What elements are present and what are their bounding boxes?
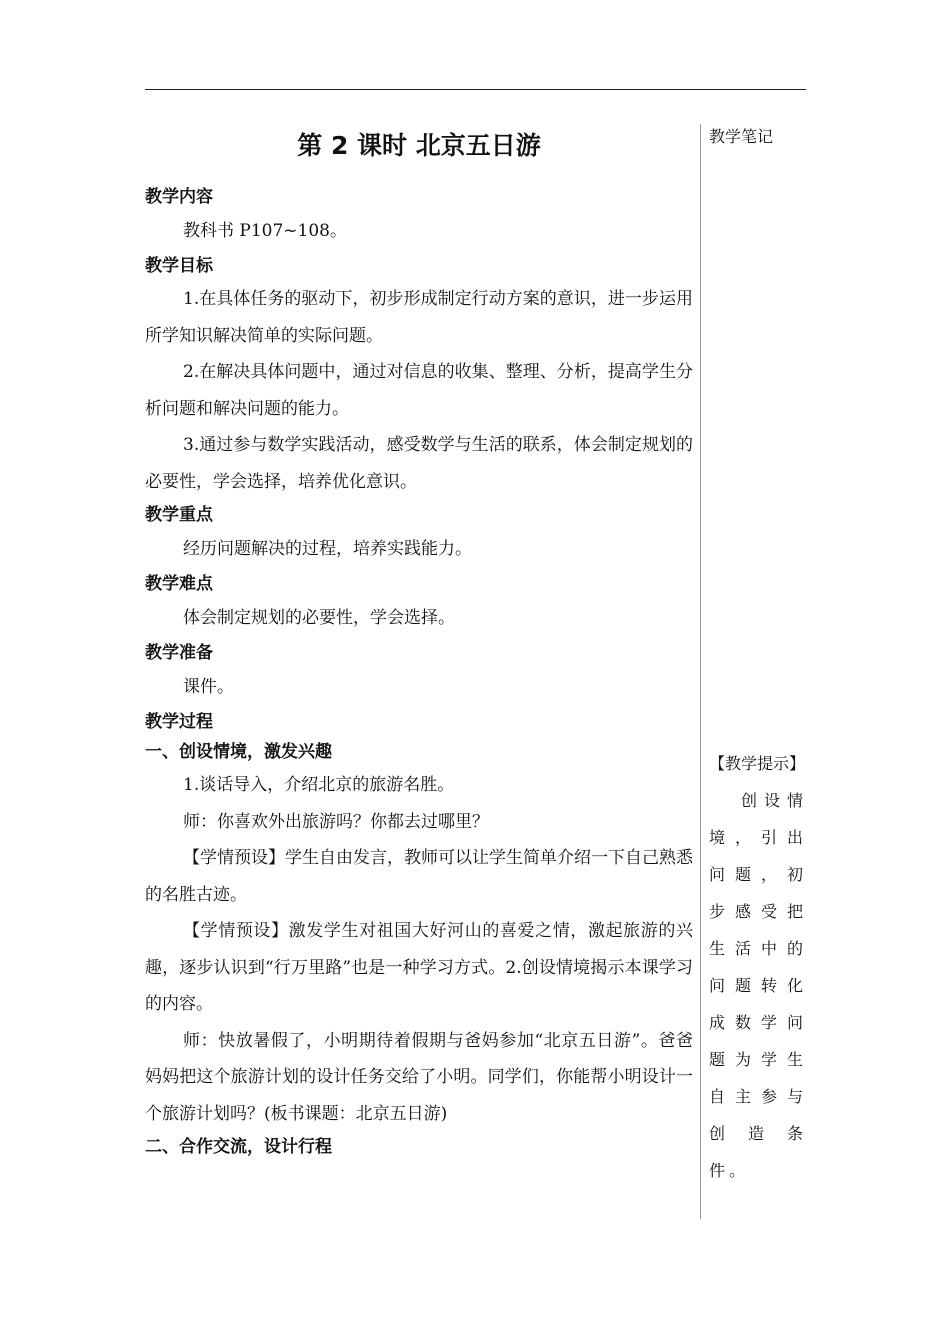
section-2-heading: 二、合作交流，设计行程 <box>145 1137 332 1157</box>
page-title: 第 2 课时 北京五日游 <box>297 131 541 160</box>
heading-teaching-goals: 教学目标 <box>145 256 213 276</box>
paragraph-teaching-content: 教科书 P107~108。 <box>183 221 347 241</box>
paragraph-difficulties: 体会制定规划的必要性，学会选择。 <box>183 608 455 628</box>
goal-3: 3.通过参与数学实践活动，感受数学与生活的联系，体会制定规划的必要性，学会选择，培养优化意识。 <box>145 435 693 492</box>
teaching-tip-text: 创设情境，引出问题，初步感受把生活中的问题转化成数学问题为学生自主参与创造条件。 <box>709 791 807 1180</box>
section-1-paragraph-1: 1.谈话导入，介绍北京的旅游名胜。 <box>183 775 455 795</box>
teaching-notes-label: 教学笔记 <box>709 127 774 146</box>
heading-teaching-content: 教学内容 <box>145 187 213 207</box>
goal-2: 2.在解决具体问题中，通过对信息的收集、整理、分析，提高学生分析问题和解决问题的能力。 <box>145 362 693 419</box>
paragraph-preparation: 课件。 <box>183 677 234 697</box>
goal-1: 1.在具体任务的驱动下，初步形成制定行动方案的意识，进一步运用所学知识解决简单的实际问题。 <box>145 289 693 346</box>
section-1-paragraph-5: 师：快放暑假了，小明期待着假期与爸妈参加“北京五日游”。爸爸妈妈把这个旅游计划的设计任务交给了小明。同学们，你能帮小明设计一个旅游计划吗？(板书课题：北京五日游) <box>145 1030 693 1124</box>
section-1-heading: 一、创设情境，激发兴趣 <box>145 742 332 762</box>
paragraph-key-points: 经历问题解决的过程，培养实践能力。 <box>183 539 472 559</box>
heading-process: 教学过程 <box>145 712 213 732</box>
heading-key-points: 教学重点 <box>145 505 213 525</box>
section-1-paragraph-4: 【学情预设】激发学生对祖国大好河山的喜爱之情，激起旅游的兴趣，逐步认识到“行万里路”也是一种学习方式。2.创设情境揭示本课学习的内容。 <box>145 921 693 1014</box>
teaching-tip <box>709 745 807 1189</box>
section-1-paragraph-3: 【学情预设】学生自由发言，教师可以让学生简单介绍一下自己熟悉的名胜古迹。 <box>145 848 693 905</box>
lesson-body <box>145 124 693 1162</box>
teaching-tip-heading: 【教学提示】 <box>709 754 806 773</box>
margin-divider <box>700 124 701 1219</box>
header-rule <box>145 89 806 90</box>
heading-preparation: 教学准备 <box>145 643 213 663</box>
heading-difficulties: 教学难点 <box>145 574 213 594</box>
section-1-paragraph-2: 师：你喜欢外出旅游吗？你都去过哪里？ <box>183 811 489 832</box>
